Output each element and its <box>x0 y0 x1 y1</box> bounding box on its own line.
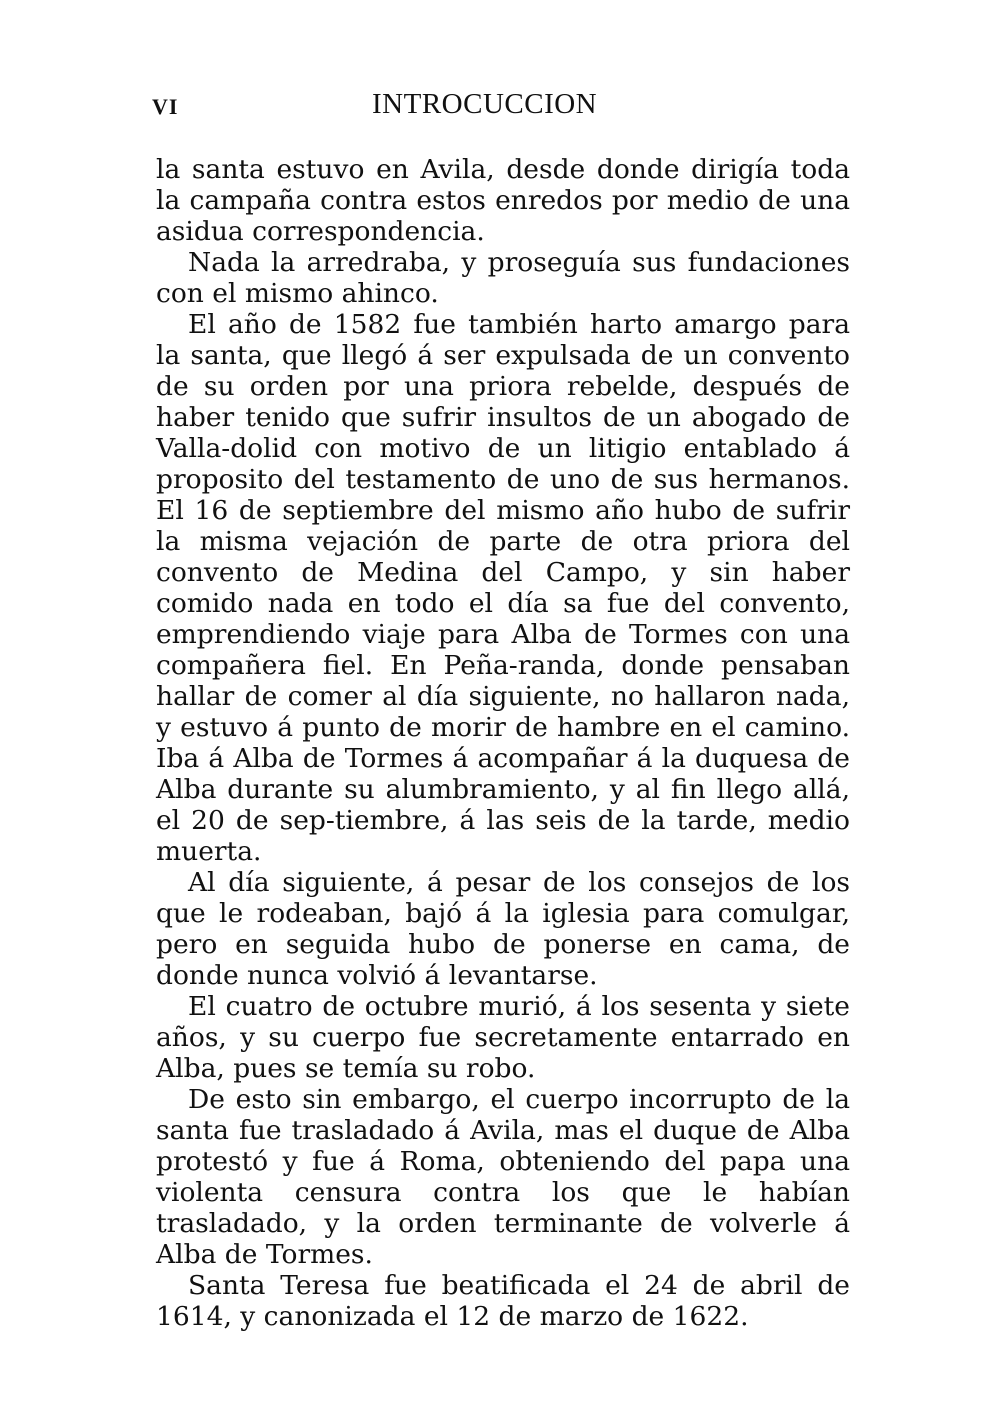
paragraph-2: Nada la arredraba, y proseguía sus fundaciones con el mismo ahinco. <box>156 247 850 309</box>
paragraph-5: El cuatro de octubre murió, á los sesenta y siete años, y su cuerpo fue secretamente entarrado en Alba, pues se temía su robo. <box>156 991 850 1084</box>
paragraph-6: De esto sin embargo, el cuerpo incorrupto de la santa fue trasladado á Avila, mas el duque de Alba protestó y fue á Roma, obteniendo del papa una violenta censura contra los que le habían trasladado, y la orden terminante de volverle á Alba de Tormes. <box>156 1084 850 1270</box>
page-header <box>152 88 852 128</box>
paragraph-4: Al día siguiente, á pesar de los consejos de los que le rodeaban, bajó á la iglesia para comulgar, pero en seguida hubo de ponerse en cama, de donde nunca volvió á levantarse. <box>156 867 850 991</box>
page-number: VI <box>152 94 179 119</box>
paragraph-3: El año de 1582 fue también harto amargo para la santa, que llegó á ser expulsada de un convento de su orden por una priora rebelde, después de haber tenido que sufrir insultos de un abogado de Valla-dolid con motivo de un litigio entablado á proposito del testamento de uno de sus hermanos. El 16 de septiembre del mismo año hubo de sufrir la misma vejación de parte de otra priora del convento de Medina del Campo, y sin haber comido nada en todo el día sa fue del convento, emprendiendo viaje para Alba de Tormes con una compañera fiel. En Peña-randa, donde pensaban hallar de comer al día siguiente, no hallaron nada, y estuvo á punto de morir de hambre en el camino. Iba á Alba de Tormes á acompañar á la duquesa de Alba durante su alumbramiento, y al fin llego allá, el 20 de sep-tiembre, á las seis de la tarde, medio muerta. <box>156 309 850 867</box>
running-title: INTROCUCCION <box>372 88 598 120</box>
body-text <box>156 154 850 1332</box>
paragraph-1: la santa estuvo en Avila, desde donde dirigía toda la campaña contra estos enredos por medio de una asidua correspondencia. <box>156 154 850 247</box>
paragraph-7: Santa Teresa fue beatificada el 24 de abril de 1614, y canonizada el 12 de marzo de 1622. <box>156 1270 850 1332</box>
